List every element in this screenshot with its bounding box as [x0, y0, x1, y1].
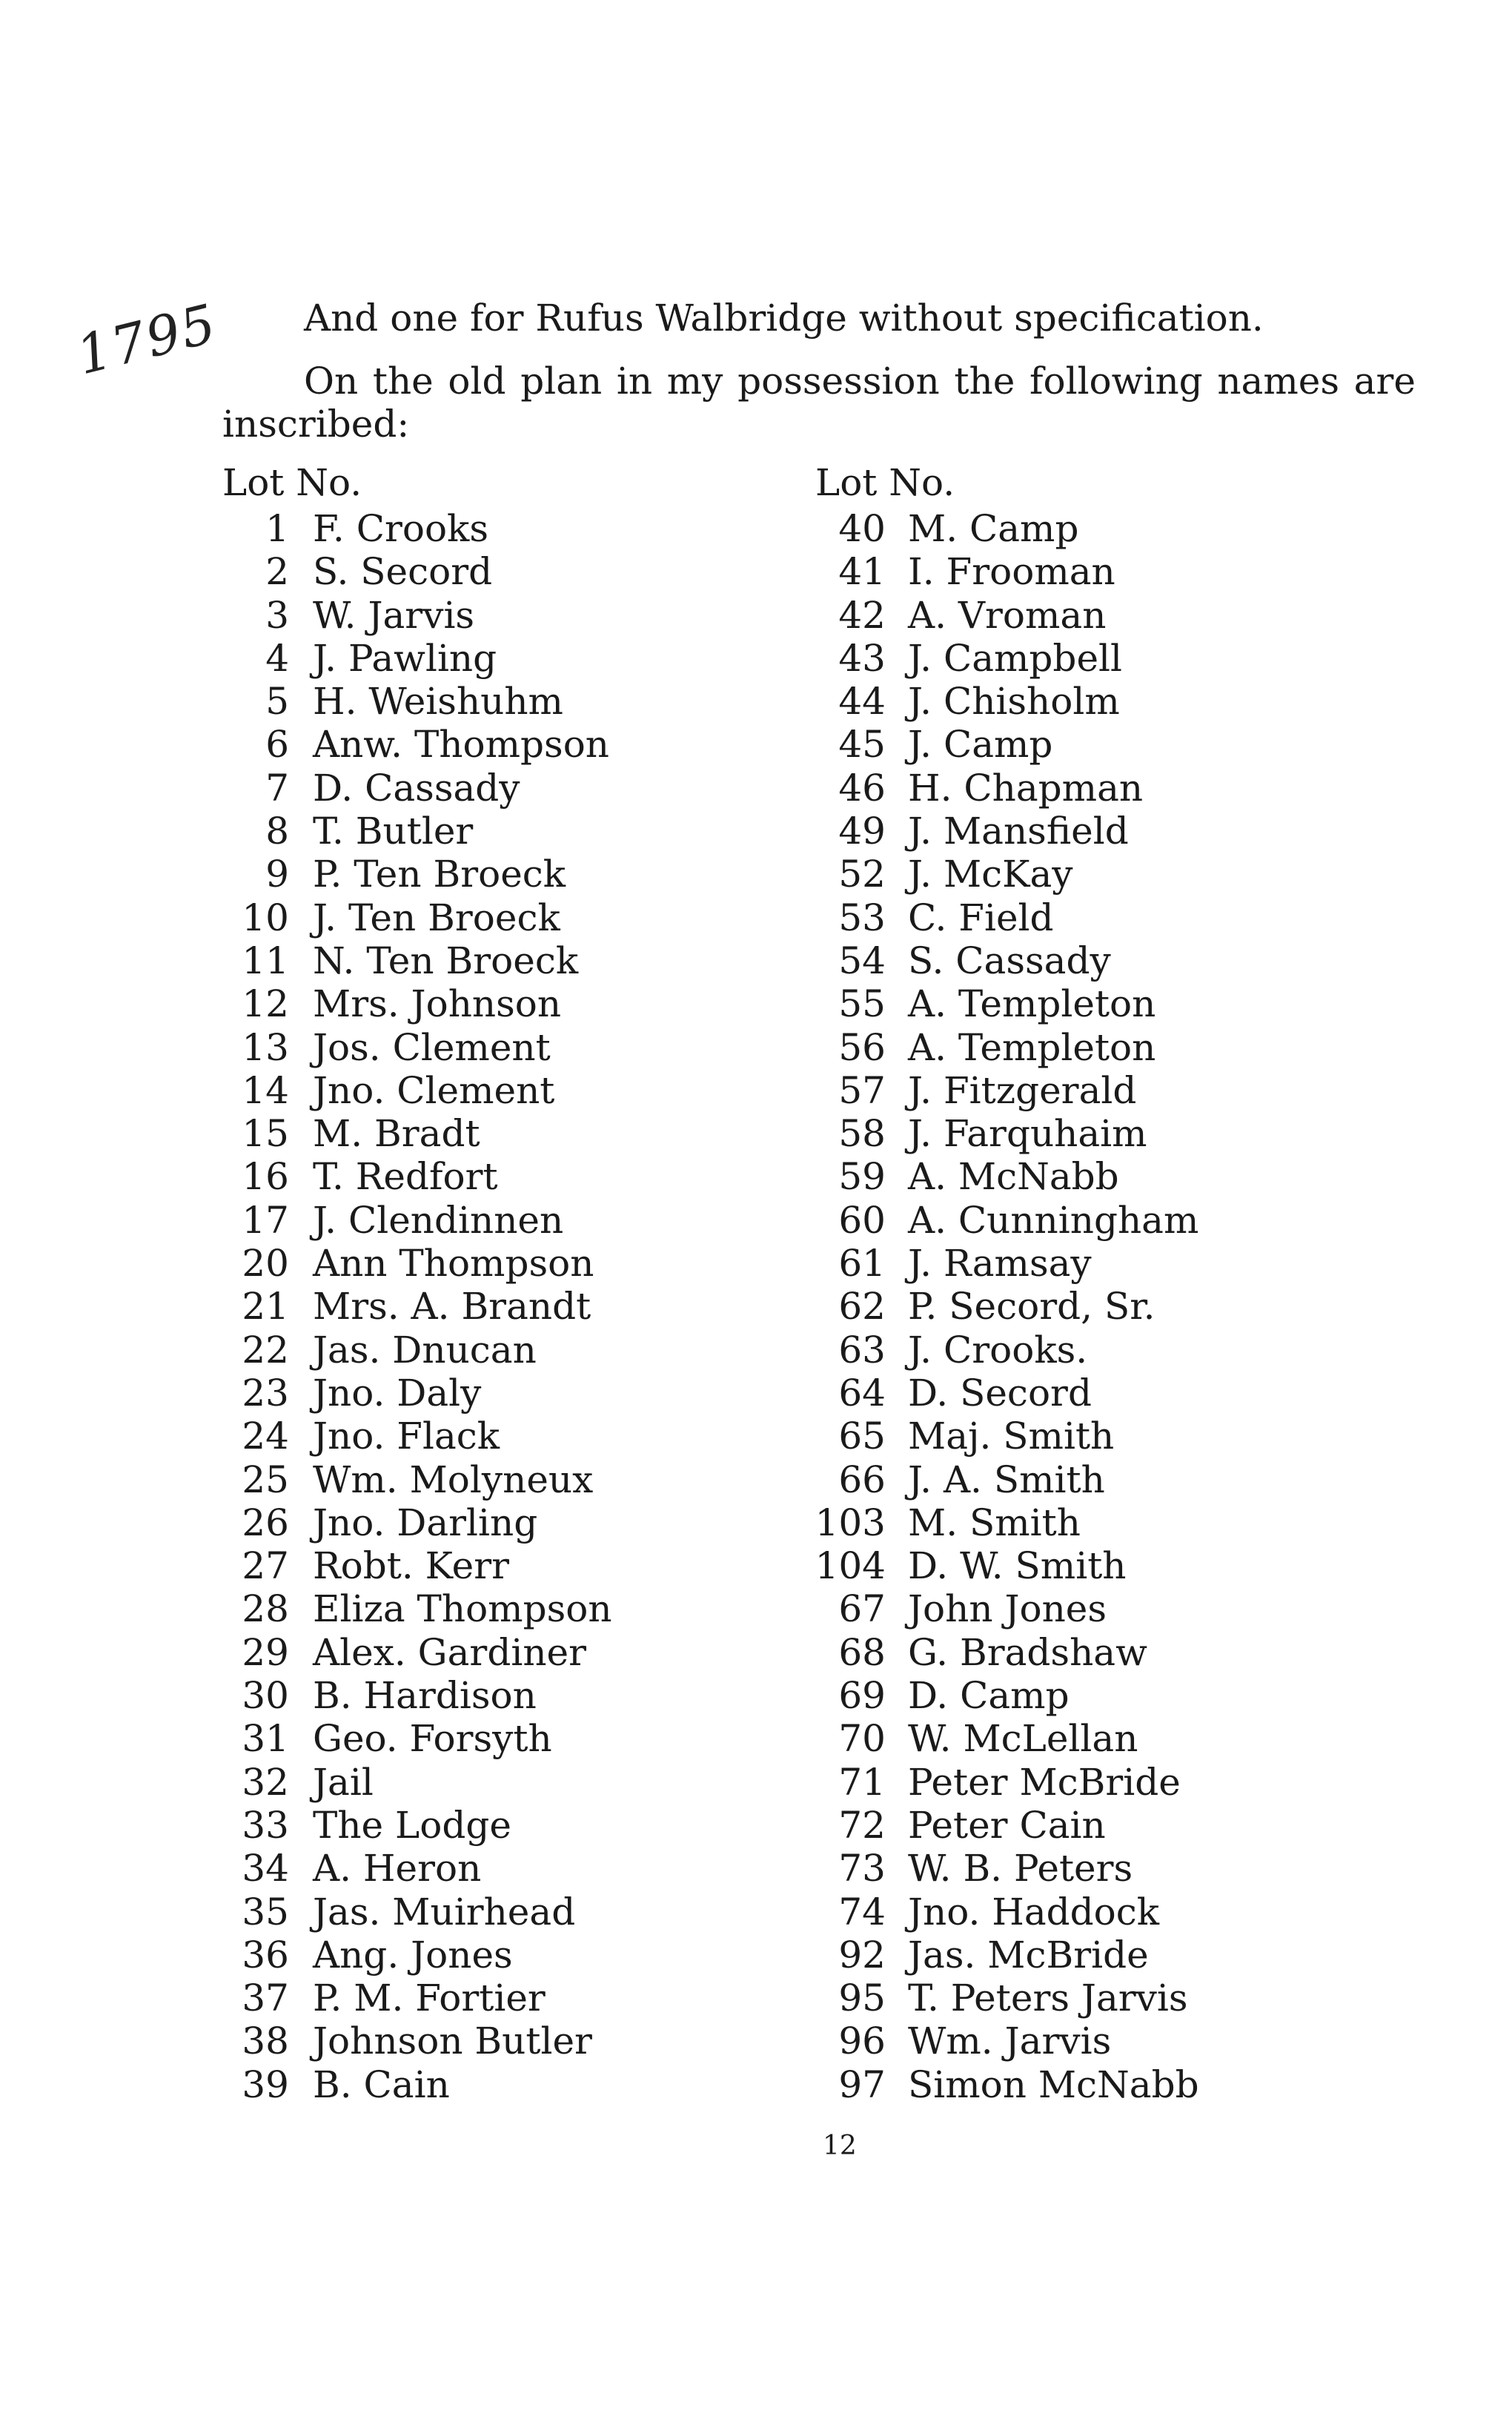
lot-entry	[804, 680, 1323, 723]
lot-number: 60	[838, 1198, 886, 1242]
lot-entry	[804, 1587, 1323, 1630]
lot-number: 28	[242, 1587, 289, 1631]
lot-entry	[222, 939, 756, 982]
lot-entry	[222, 594, 756, 637]
lot-entry	[804, 853, 1323, 896]
lot-entry	[222, 680, 756, 723]
lot-entry	[222, 810, 756, 853]
lot-entry	[222, 1415, 756, 1458]
lot-holder-name: J. Campbell	[908, 636, 1123, 680]
lot-holder-name: Geo. Forsyth	[313, 1717, 552, 1761]
lot-holder-name: Anw. Thompson	[313, 723, 609, 767]
lot-holder-name: Eliza Thompson	[313, 1587, 612, 1631]
lot-entry	[222, 1372, 756, 1415]
lot-number: 30	[242, 1674, 289, 1718]
lot-entry	[804, 1372, 1323, 1415]
handwritten-margin-note: 1795	[70, 291, 223, 387]
lot-entry	[804, 1199, 1323, 1242]
lot-holder-name: Jos. Clement	[313, 1025, 551, 1069]
lot-holder-name: Alex. Gardiner	[313, 1630, 587, 1674]
lot-entry	[222, 1155, 756, 1198]
lot-number: 7	[265, 766, 289, 810]
lot-holder-name: A. McNabb	[908, 1155, 1119, 1199]
lot-entry	[222, 896, 756, 939]
lot-entry	[804, 896, 1323, 939]
lot-holder-name: J. Mansfield	[908, 810, 1129, 853]
lot-number: 96	[838, 2020, 886, 2063]
lot-holder-name: Peter Cain	[908, 1803, 1106, 1847]
lot-number: 29	[242, 1630, 289, 1674]
lot-number: 11	[242, 939, 289, 982]
lot-number: 69	[838, 1674, 886, 1718]
lot-number: 22	[242, 1328, 289, 1372]
lot-holder-name: A. Cunningham	[908, 1198, 1199, 1242]
lot-holder-name: J. Fitzgerald	[908, 1068, 1137, 1112]
lot-number: 103	[815, 1501, 886, 1544]
lot-number: 6	[265, 723, 289, 767]
lot-number: 64	[838, 1371, 886, 1415]
lot-number: 63	[838, 1328, 886, 1372]
lot-holder-name: Peter McBride	[908, 1760, 1181, 1804]
lot-holder-name: F. Crooks	[313, 507, 489, 550]
lot-entry	[222, 1501, 756, 1544]
lot-number: 38	[242, 2020, 289, 2063]
lot-entry	[804, 1761, 1323, 1804]
lot-holder-name: D. W. Smith	[908, 1544, 1127, 1588]
lot-holder-name: Jas. Muirhead	[313, 1890, 576, 1934]
lot-number: 8	[265, 810, 289, 853]
lot-holder-name: A. Vroman	[908, 593, 1107, 637]
lot-number: 61	[838, 1242, 886, 1286]
lot-entry	[804, 1329, 1323, 1372]
lot-number: 4	[265, 636, 289, 680]
lot-entry	[222, 2020, 756, 2063]
lot-entry	[804, 1631, 1323, 1674]
lot-number: 97	[838, 2063, 886, 2106]
lot-entry	[804, 1155, 1323, 1198]
lot-holder-name: The Lodge	[313, 1803, 511, 1847]
lot-number: 39	[242, 2063, 289, 2106]
lot-entry	[804, 1112, 1323, 1155]
lot-entry	[222, 853, 756, 896]
lot-entry	[222, 1242, 756, 1285]
lot-entry	[222, 1285, 756, 1328]
lot-number: 33	[242, 1803, 289, 1847]
lot-holder-name: Maj. Smith	[908, 1415, 1115, 1458]
lot-holder-name: J. Ten Broeck	[313, 896, 560, 939]
lot-number: 92	[838, 1933, 886, 1977]
lot-number: 49	[838, 810, 886, 853]
lot-holder-name: J. Clendinnen	[313, 1198, 564, 1242]
lot-entry	[804, 507, 1323, 550]
lot-holder-name: G. Bradshaw	[908, 1630, 1147, 1674]
lot-holder-name: J. Camp	[908, 723, 1053, 767]
lot-holder-name: Jno. Clement	[313, 1068, 555, 1112]
lot-entry	[222, 1587, 756, 1630]
lot-entry	[804, 637, 1323, 680]
lot-entry	[804, 723, 1323, 766]
lot-number: 9	[265, 853, 289, 896]
lot-holder-name: T. Butler	[313, 810, 474, 853]
lot-holder-name: Jno. Haddock	[908, 1890, 1160, 1934]
lot-holder-name: D. Cassady	[313, 766, 520, 810]
lot-number: 71	[838, 1760, 886, 1804]
lot-entry	[804, 1501, 1323, 1544]
right-lot-list	[804, 507, 1323, 2106]
lot-holder-name: P. Secord, Sr.	[908, 1285, 1155, 1329]
lot-entry	[804, 550, 1323, 593]
lot-number: 45	[838, 723, 886, 767]
paragraph-rufus-walbridge: And one for Rufus Walbridge without specification.	[304, 297, 1264, 340]
lot-holder-name: Jno. Flack	[313, 1415, 500, 1458]
lot-number: 54	[838, 939, 886, 982]
lot-holder-name: C. Field	[908, 896, 1054, 939]
lot-number: 41	[838, 550, 886, 594]
lot-holder-name: S. Secord	[313, 550, 493, 594]
lot-entry	[222, 723, 756, 766]
lot-entry	[222, 1977, 756, 2020]
lot-entry	[804, 2063, 1323, 2106]
lot-number: 58	[838, 1112, 886, 1156]
left-column-header: Lot No.	[222, 461, 362, 504]
lot-entry	[222, 767, 756, 810]
lot-holder-name: Jno. Darling	[313, 1501, 538, 1544]
lot-holder-name: P. M. Fortier	[313, 1977, 546, 2020]
lot-number: 1	[265, 507, 289, 550]
lot-number: 56	[838, 1025, 886, 1069]
lot-entry	[804, 2020, 1323, 2063]
lot-entry	[804, 939, 1323, 982]
lot-holder-name: B. Hardison	[313, 1674, 537, 1718]
lot-holder-name: D. Camp	[908, 1674, 1070, 1718]
page-number: 12	[823, 2131, 857, 2161]
lot-number: 35	[242, 1890, 289, 1934]
lot-entry	[222, 1674, 756, 1717]
lot-number: 43	[838, 636, 886, 680]
lot-number: 67	[838, 1587, 886, 1631]
lot-holder-name: T. Peters Jarvis	[908, 1977, 1188, 2020]
lot-number: 36	[242, 1933, 289, 1977]
lot-entry	[222, 1761, 756, 1804]
lot-holder-name: Ang. Jones	[313, 1933, 513, 1977]
lot-holder-name: Mrs. Johnson	[313, 982, 562, 1026]
lot-holder-name: Robt. Kerr	[313, 1544, 510, 1588]
lot-entry	[222, 1544, 756, 1587]
lot-holder-name: D. Secord	[908, 1371, 1092, 1415]
lot-number: 40	[838, 507, 886, 550]
lot-number: 62	[838, 1285, 886, 1329]
lot-holder-name: H. Chapman	[908, 766, 1144, 810]
lot-holder-name: J. A. Smith	[908, 1458, 1105, 1501]
lot-entry	[804, 1026, 1323, 1069]
lot-number: 65	[838, 1415, 886, 1458]
lot-holder-name: J. Ramsay	[908, 1242, 1092, 1286]
lot-number: 20	[242, 1242, 289, 1286]
left-lot-list	[222, 507, 756, 2106]
lot-entry	[804, 1977, 1323, 2020]
lot-holder-name: Jas. Dnucan	[313, 1328, 537, 1372]
lot-number: 10	[242, 896, 289, 939]
lot-entry	[222, 1069, 756, 1112]
lot-entry	[222, 637, 756, 680]
lot-number: 55	[838, 982, 886, 1026]
lot-number: 27	[242, 1544, 289, 1588]
lot-entry	[222, 1026, 756, 1069]
lot-holder-name: J. McKay	[908, 853, 1073, 896]
lot-holder-name: Jail	[313, 1760, 374, 1804]
lot-entry	[804, 767, 1323, 810]
lot-holder-name: M. Smith	[908, 1501, 1081, 1544]
lot-entry	[222, 1458, 756, 1501]
lot-holder-name: A. Templeton	[908, 982, 1156, 1026]
lot-number: 72	[838, 1803, 886, 1847]
lot-entry	[804, 1847, 1323, 1890]
lot-entry	[804, 1717, 1323, 1760]
lot-number: 23	[242, 1371, 289, 1415]
lot-entry	[222, 550, 756, 593]
lot-number: 13	[242, 1025, 289, 1069]
lot-holder-name: N. Ten Broeck	[313, 939, 579, 982]
lot-holder-name: H. Weishuhm	[313, 680, 563, 724]
lot-number: 74	[838, 1890, 886, 1934]
lot-entry	[804, 1242, 1323, 1285]
lot-number: 104	[815, 1544, 886, 1588]
lot-holder-name: B. Cain	[313, 2063, 450, 2106]
lot-holder-name: P. Ten Broeck	[313, 853, 566, 896]
lot-holder-name: Johnson Butler	[313, 2020, 592, 2063]
lot-entry	[804, 1934, 1323, 1977]
lot-number: 15	[242, 1112, 289, 1156]
lot-holder-name: Wm. Jarvis	[908, 2020, 1112, 2063]
lot-number: 21	[242, 1285, 289, 1329]
lot-entry	[804, 1804, 1323, 1847]
lot-number: 73	[838, 1847, 886, 1891]
lot-number: 32	[242, 1760, 289, 1804]
lot-number: 25	[242, 1458, 289, 1501]
lot-number: 12	[242, 982, 289, 1026]
lot-entry	[804, 1891, 1323, 1934]
lot-number: 34	[242, 1847, 289, 1891]
lot-number: 31	[242, 1717, 289, 1761]
lot-entry	[222, 1891, 756, 1934]
lot-entry	[222, 1717, 756, 1760]
lot-entry	[804, 1285, 1323, 1328]
lot-number: 24	[242, 1415, 289, 1458]
lot-number: 70	[838, 1717, 886, 1761]
lot-holder-name: J. Pawling	[313, 636, 497, 680]
lot-entry	[222, 1847, 756, 1890]
lot-entry	[222, 1934, 756, 1977]
lot-holder-name: Jas. McBride	[908, 1933, 1149, 1977]
lot-holder-name: J. Chisholm	[908, 680, 1120, 724]
lot-holder-name: John Jones	[908, 1587, 1107, 1631]
lot-holder-name: S. Cassady	[908, 939, 1111, 982]
lot-entry	[222, 1199, 756, 1242]
lot-entry	[804, 594, 1323, 637]
lot-holder-name: Mrs. A. Brandt	[313, 1285, 591, 1329]
lot-holder-name: J. Farquhaim	[908, 1112, 1147, 1156]
lot-holder-name: W. B. Peters	[908, 1847, 1133, 1891]
lot-holder-name: Wm. Molyneux	[313, 1458, 594, 1501]
lot-number: 3	[265, 593, 289, 637]
lot-entry	[804, 1069, 1323, 1112]
lot-number: 17	[242, 1198, 289, 1242]
lot-entry	[804, 1544, 1323, 1587]
lot-number: 52	[838, 853, 886, 896]
lot-entry	[804, 1458, 1323, 1501]
lot-number: 59	[838, 1155, 886, 1199]
lot-holder-name: M. Camp	[908, 507, 1079, 550]
lot-holder-name: T. Redfort	[313, 1155, 498, 1199]
lot-holder-name: M. Bradt	[313, 1112, 480, 1156]
lot-number: 46	[838, 766, 886, 810]
lot-number: 42	[838, 593, 886, 637]
lot-number: 37	[242, 1977, 289, 2020]
lot-number: 44	[838, 680, 886, 724]
lot-number: 57	[838, 1068, 886, 1112]
lot-holder-name: Jno. Daly	[313, 1371, 482, 1415]
lot-entry	[222, 1329, 756, 1372]
lot-holder-name: Simon McNabb	[908, 2063, 1199, 2106]
lot-number: 26	[242, 1501, 289, 1544]
lot-number: 5	[265, 680, 289, 724]
lot-number: 2	[265, 550, 289, 594]
lot-number: 68	[838, 1630, 886, 1674]
lot-entry	[222, 1112, 756, 1155]
lot-holder-name: A. Templeton	[908, 1025, 1156, 1069]
right-column-header: Lot No.	[815, 461, 955, 504]
paragraph-old-plan: On the old plan in my possession the following names are inscribed:	[222, 360, 1416, 446]
lot-entry	[804, 810, 1323, 853]
lot-entry	[804, 1415, 1323, 1458]
lot-entry	[222, 2063, 756, 2106]
lot-entry	[222, 1631, 756, 1674]
lot-holder-name: A. Heron	[313, 1847, 482, 1891]
lot-entry	[222, 507, 756, 550]
lot-number: 16	[242, 1155, 289, 1199]
lot-holder-name: J. Crooks.	[908, 1328, 1088, 1372]
lot-number: 95	[838, 1977, 886, 2020]
lot-holder-name: I. Frooman	[908, 550, 1115, 594]
lot-entry	[804, 1674, 1323, 1717]
lot-entry	[222, 982, 756, 1025]
lot-holder-name: W. McLellan	[908, 1717, 1138, 1761]
lot-holder-name: Ann Thompson	[313, 1242, 594, 1286]
lot-number: 53	[838, 896, 886, 939]
lot-entry	[222, 1804, 756, 1847]
lot-number: 14	[242, 1068, 289, 1112]
lot-number: 66	[838, 1458, 886, 1501]
lot-entry	[804, 982, 1323, 1025]
lot-holder-name: W. Jarvis	[313, 593, 475, 637]
